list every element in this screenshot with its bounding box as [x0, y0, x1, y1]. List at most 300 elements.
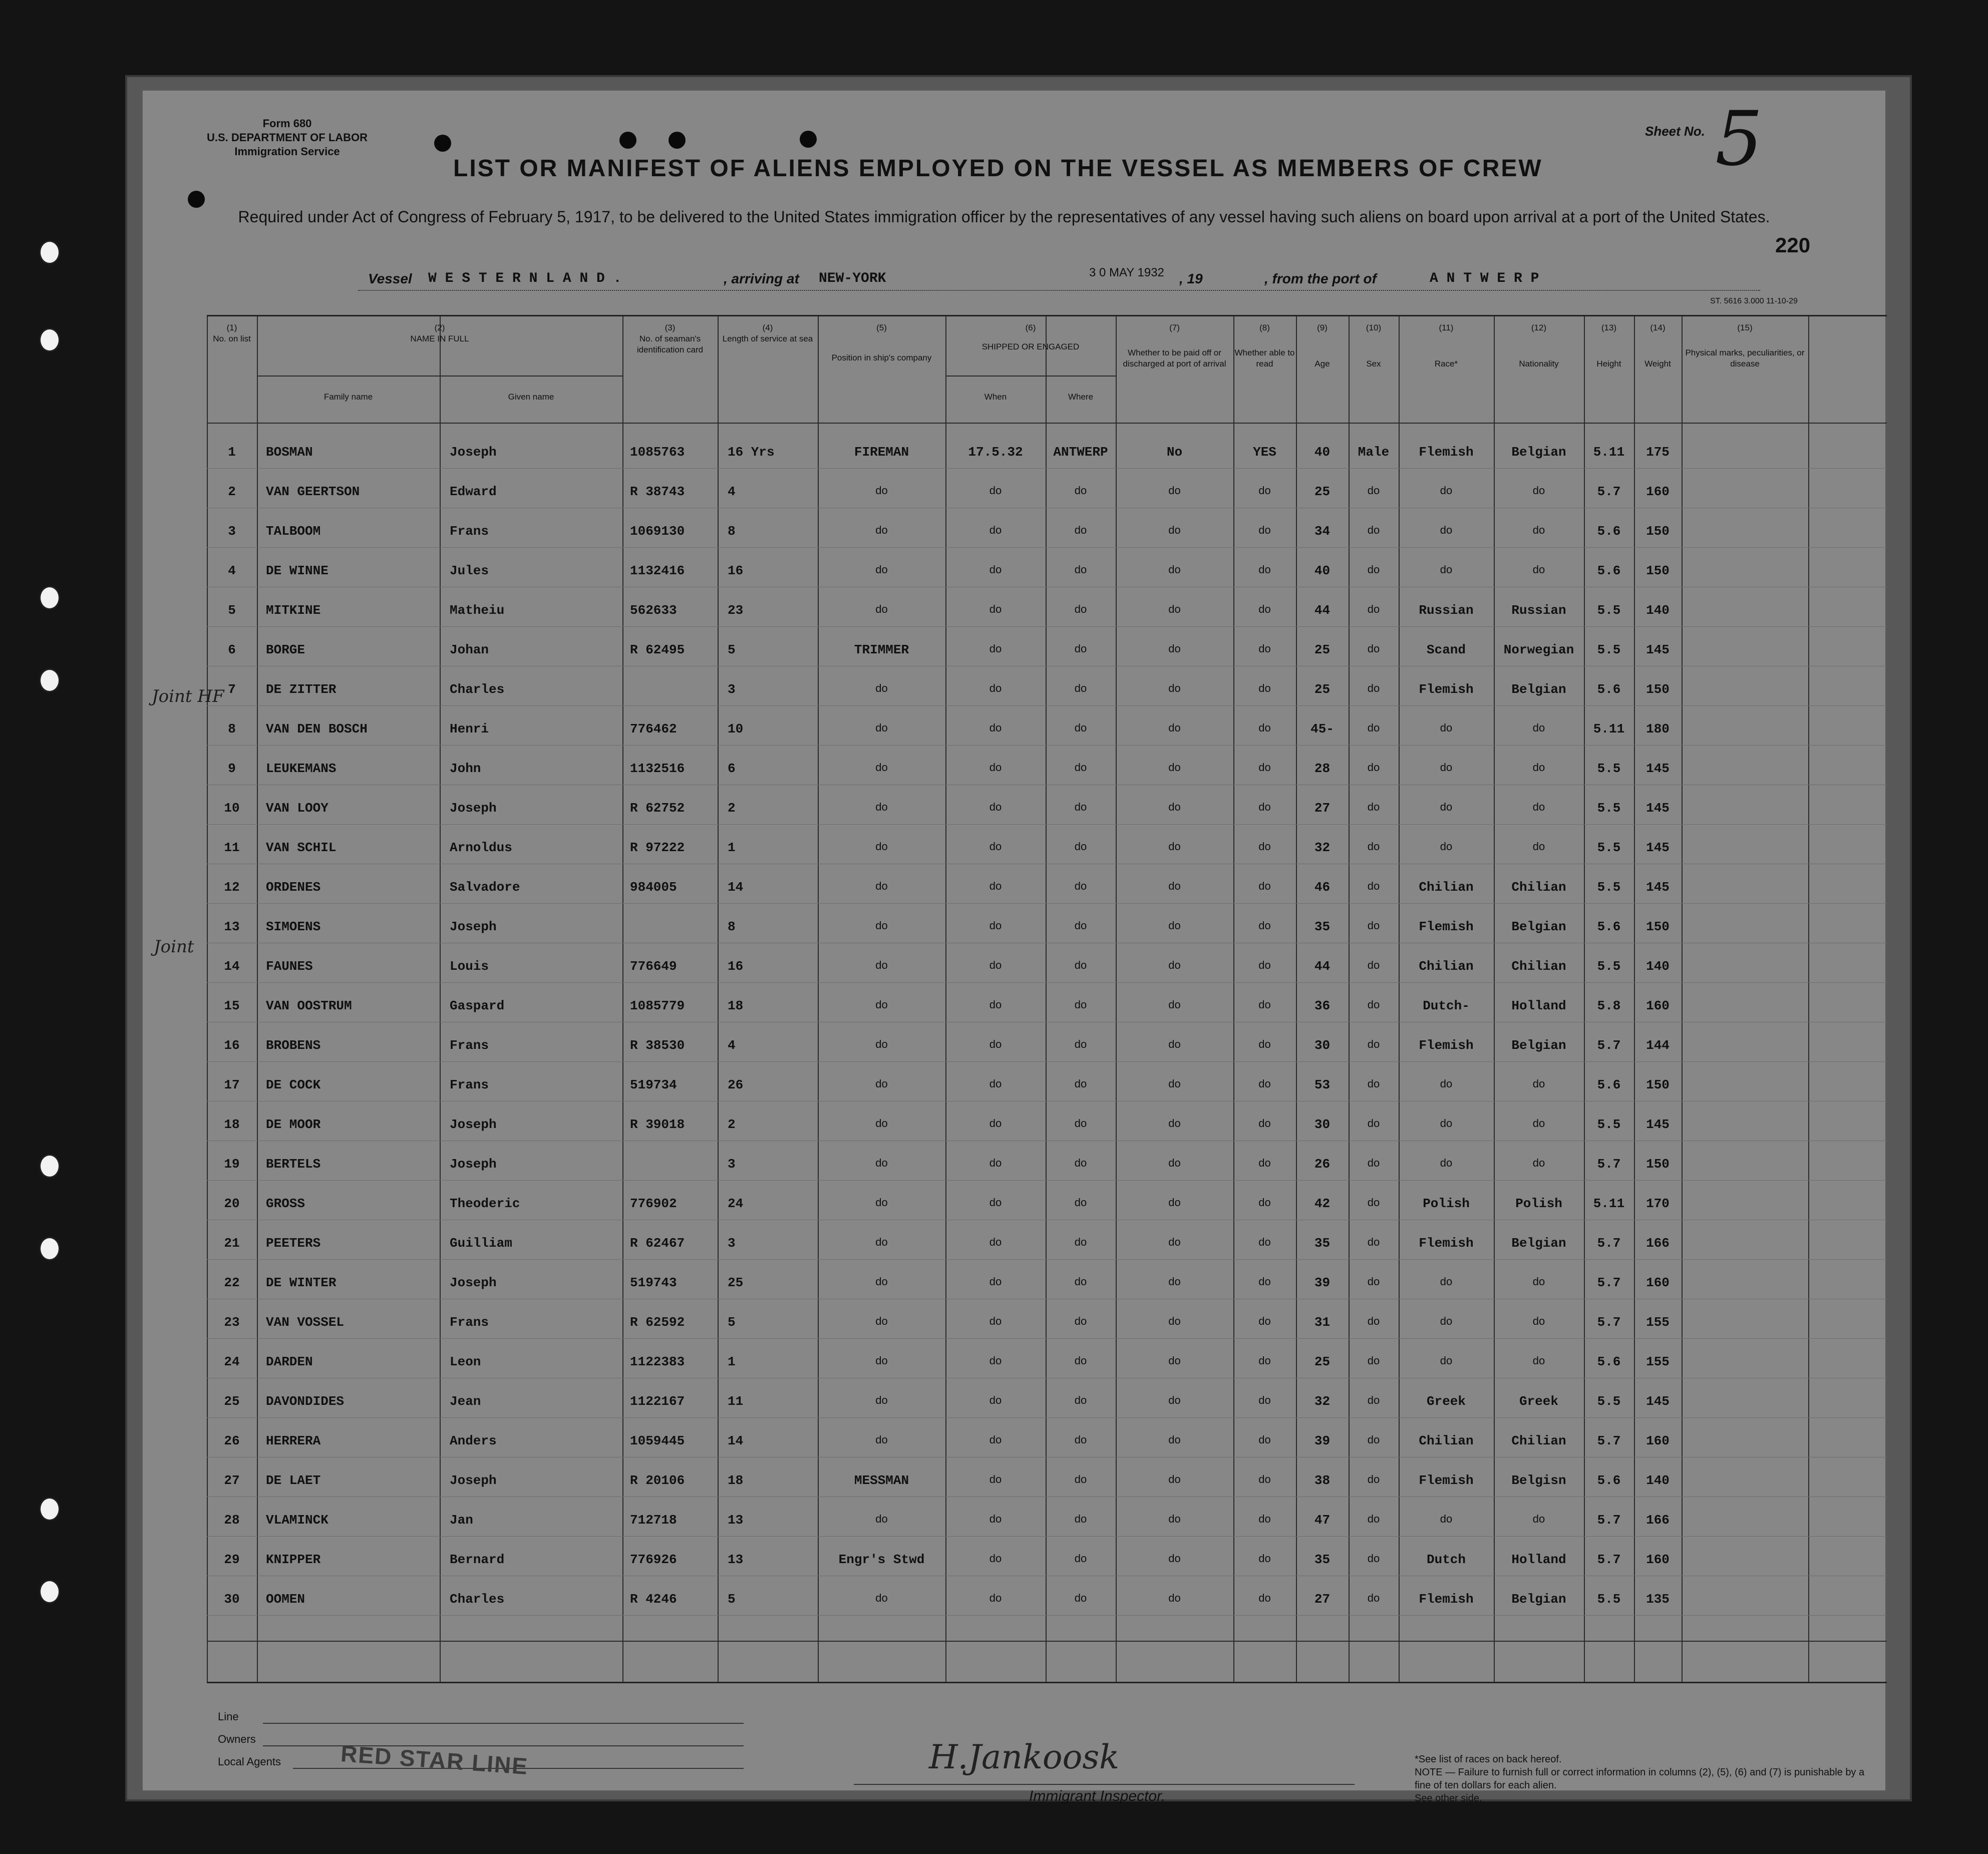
cell-no: 30: [224, 1592, 240, 1607]
header-physical-marks: [1682, 322, 1808, 369]
cell-family: VAN OOSTRUM: [266, 998, 352, 1013]
cell-position: do: [875, 1513, 888, 1525]
cell-weight: 145: [1646, 642, 1670, 657]
header-number: (6): [1025, 323, 1036, 332]
column-rule: [718, 316, 719, 1682]
cell-paid: do: [1168, 682, 1181, 694]
cell-position: do: [875, 1077, 888, 1090]
cell-when: do: [989, 1236, 1002, 1248]
cell-nationality: Belgian: [1511, 445, 1566, 460]
date-stamp: 3 0 MAY 1932: [1089, 266, 1164, 279]
header-label: Whether to be paid off or discharged at port of arrival: [1123, 348, 1226, 368]
cell-card: 776649: [630, 959, 677, 974]
cell-given: Jan: [450, 1513, 473, 1528]
cell-given: Jules: [450, 563, 489, 578]
punch-hole: [434, 135, 451, 152]
cell-weight: 145: [1646, 880, 1670, 895]
cell-race: do: [1440, 1513, 1453, 1525]
cell-race: do: [1440, 761, 1453, 774]
cell-service: 8: [728, 919, 736, 934]
footnote-other-side: See other side.: [1415, 1793, 1482, 1804]
cell-weight: 150: [1646, 1157, 1670, 1172]
cell-sex: do: [1367, 1157, 1380, 1169]
cell-race: Russian: [1419, 603, 1474, 618]
cell-when: do: [989, 721, 1002, 734]
cell-family: VLAMINCK: [266, 1513, 328, 1528]
cell-where: do: [1074, 524, 1087, 536]
cell-height: 5.11: [1593, 1196, 1625, 1211]
page-number: 220: [1775, 233, 1811, 257]
cell-position: do: [875, 1196, 888, 1209]
cell-family: DARDEN: [266, 1354, 313, 1369]
cell-read: do: [1258, 682, 1271, 694]
cell-nationality: do: [1532, 1117, 1545, 1130]
cell-no: 1: [228, 445, 236, 460]
row-rule: [207, 1536, 1887, 1537]
header-nationality: [1494, 322, 1584, 369]
cell-weight: 150: [1646, 682, 1670, 697]
cell-where: do: [1074, 801, 1087, 813]
header-name: [257, 322, 622, 344]
row-rule: [207, 1417, 1887, 1418]
cell-sex: do: [1367, 840, 1380, 853]
header-race: [1399, 322, 1494, 369]
cell-weight: 135: [1646, 1592, 1670, 1607]
row-rule: [207, 824, 1887, 825]
cell-sex: do: [1367, 1354, 1380, 1367]
cell-paid: do: [1168, 998, 1181, 1011]
cell-nationality: Belgian: [1511, 1038, 1566, 1053]
cell-card: 519743: [630, 1275, 677, 1290]
cell-no: 17: [224, 1077, 240, 1092]
cell-sex: do: [1367, 682, 1380, 694]
cell-read: do: [1258, 959, 1271, 971]
cell-race: do: [1440, 1354, 1453, 1367]
cell-service: 3: [728, 1236, 736, 1251]
cell-card: R 97222: [630, 840, 685, 855]
cell-read: do: [1258, 801, 1271, 813]
cell-weight: 170: [1646, 1196, 1670, 1211]
cell-when: do: [989, 761, 1002, 774]
cell-family: VAN DEN BOSCH: [266, 721, 368, 736]
cell-read: do: [1258, 484, 1271, 497]
cell-family: BROBENS: [266, 1038, 321, 1053]
cell-race: Chilian: [1419, 959, 1474, 974]
cell-nationality: do: [1532, 840, 1545, 853]
cell-weight: 145: [1646, 761, 1670, 776]
cell-paid: do: [1168, 603, 1181, 615]
cell-family: OOMEN: [266, 1592, 305, 1607]
cell-no: 10: [224, 801, 240, 816]
margin-note: Joint: [154, 937, 194, 957]
cell-where: do: [1074, 959, 1087, 971]
cell-family: TALBOOM: [266, 524, 321, 539]
cell-given: Johan: [450, 642, 489, 657]
cell-race: Flemish: [1419, 1592, 1474, 1607]
cell-card: 1085763: [630, 445, 685, 460]
cell-age: 25: [1314, 1354, 1331, 1369]
cell-sex: do: [1367, 1552, 1380, 1565]
cell-age: 38: [1314, 1473, 1331, 1488]
cell-weight: 144: [1646, 1038, 1670, 1053]
cell-position: do: [875, 1117, 888, 1130]
cell-sex: do: [1367, 959, 1380, 971]
cell-sex: do: [1367, 1038, 1380, 1050]
cell-when: do: [989, 1592, 1002, 1604]
cell-service: 2: [728, 1117, 736, 1132]
header-label: SHIPPED OR ENGAGED: [981, 342, 1080, 351]
cell-family: SIMOENS: [266, 919, 321, 934]
cell-where: do: [1074, 840, 1087, 853]
cell-sex: do: [1367, 880, 1380, 892]
header-number: (10): [1366, 323, 1382, 332]
cell-position: do: [875, 919, 888, 932]
cell-card: R 62467: [630, 1236, 685, 1251]
header-number: (2): [434, 323, 445, 332]
from-port-label: , from the port of: [1264, 271, 1377, 286]
cell-position: do: [875, 998, 888, 1011]
cell-card: R 38530: [630, 1038, 685, 1053]
cell-family: GROSS: [266, 1196, 305, 1211]
cell-height: 5.5: [1597, 1394, 1621, 1409]
cell-card: 1132516: [630, 761, 685, 776]
cell-family: BOSMAN: [266, 445, 313, 460]
cell-no: 6: [228, 642, 236, 657]
header-label: Height: [1596, 359, 1621, 368]
cell-family: DE WINNE: [266, 563, 328, 578]
cell-service: 18: [728, 998, 744, 1013]
cell-race: do: [1440, 1315, 1453, 1327]
cell-age: 35: [1314, 1236, 1331, 1251]
cell-nationality: Belgian: [1511, 919, 1566, 934]
cell-age: 30: [1314, 1117, 1331, 1132]
cell-height: 5.6: [1597, 1077, 1621, 1092]
cell-family: VAN VOSSEL: [266, 1315, 345, 1330]
margin-note: Joint HF: [152, 686, 224, 706]
cell-no: 9: [228, 761, 236, 776]
cell-race: Flemish: [1419, 1473, 1474, 1488]
cell-sex: do: [1367, 642, 1380, 655]
cell-card: R 62495: [630, 642, 685, 657]
cell-age: 39: [1314, 1275, 1331, 1290]
cell-no: 14: [224, 959, 240, 974]
cell-card: 1059445: [630, 1433, 685, 1448]
cell-age: 40: [1314, 563, 1331, 578]
page-title: LIST OR MANIFEST OF ALIENS EMPLOYED ON THE VESSEL AS MEMBERS OF CREW: [453, 155, 1543, 182]
cell-when: do: [989, 563, 1002, 576]
header-label: No. on list: [213, 334, 251, 343]
inspector-label: Immigrant Inspector.: [1029, 1788, 1166, 1804]
cell-family: DE WINTER: [266, 1275, 337, 1290]
cell-when: do: [989, 1038, 1002, 1050]
cell-where: do: [1074, 682, 1087, 694]
cell-race: do: [1440, 840, 1453, 853]
cell-age: 42: [1314, 1196, 1331, 1211]
cell-card: R 4246: [630, 1592, 677, 1607]
cell-no: 24: [224, 1354, 240, 1369]
row-rule: [207, 745, 1887, 746]
cell-weight: 180: [1646, 721, 1670, 736]
cell-service: 26: [728, 1077, 744, 1092]
cell-age: 25: [1314, 642, 1331, 657]
cell-family: MITKINE: [266, 603, 321, 618]
cell-no: 12: [224, 880, 240, 895]
owners-rule: [263, 1745, 744, 1746]
cell-position: do: [875, 1433, 888, 1446]
cell-weight: 160: [1646, 1275, 1670, 1290]
cell-read: do: [1258, 1592, 1271, 1604]
cell-sex: do: [1367, 1513, 1380, 1525]
header-number: (11): [1439, 323, 1454, 332]
service-name: Immigration Service: [234, 145, 340, 158]
cell-no: 11: [224, 840, 240, 855]
cell-no: 27: [224, 1473, 240, 1488]
cell-height: 5.6: [1597, 682, 1621, 697]
cell-nationality: do: [1532, 524, 1545, 536]
cell-age: 35: [1314, 919, 1331, 934]
line-label: Line: [218, 1710, 239, 1723]
cell-read: do: [1258, 642, 1271, 655]
footnote-races: *See list of races on back hereof.: [1415, 1754, 1562, 1765]
cell-height: 5.6: [1597, 1473, 1621, 1488]
cell-race: Flemish: [1419, 445, 1474, 460]
header-label: Physical marks, peculiarities, or disease: [1685, 348, 1805, 368]
cell-race: Flemish: [1419, 1236, 1474, 1251]
cell-where: do: [1074, 1592, 1087, 1604]
cell-position: do: [875, 603, 888, 615]
cell-sex: do: [1367, 1433, 1380, 1446]
cell-when: do: [989, 801, 1002, 813]
cell-family: LEUKEMANS: [266, 761, 337, 776]
cell-race: Polish: [1423, 1196, 1470, 1211]
row-rule: [207, 1061, 1887, 1062]
header-label: Nationality: [1519, 359, 1559, 368]
cell-where: do: [1074, 1077, 1087, 1090]
cell-race: do: [1440, 721, 1453, 734]
header-label: Whether able to read: [1234, 348, 1295, 368]
punch-hole: [669, 132, 686, 149]
cell-position: do: [875, 721, 888, 734]
cell-family: HERRERA: [266, 1433, 321, 1448]
cell-read: do: [1258, 563, 1271, 576]
cell-when: do: [989, 1275, 1002, 1288]
cell-where: do: [1074, 1236, 1087, 1248]
cell-position: do: [875, 1592, 888, 1604]
cell-service: 5: [728, 1592, 736, 1607]
vessel-line-rule: [358, 290, 1760, 291]
cell-nationality: Russian: [1511, 603, 1566, 618]
cell-read: do: [1258, 1077, 1271, 1090]
cell-service: 16: [728, 563, 744, 578]
cell-given: Matheiu: [450, 603, 505, 618]
binder-hole: [39, 1237, 60, 1261]
form-number: Form 680: [262, 117, 312, 130]
cell-weight: 175: [1646, 445, 1670, 460]
sheet-label: Sheet No.: [1645, 124, 1705, 139]
cell-read: do: [1258, 761, 1271, 774]
cell-where: do: [1074, 484, 1087, 497]
cell-where: do: [1074, 563, 1087, 576]
cell-age: 40: [1314, 445, 1331, 460]
cell-when: do: [989, 880, 1002, 892]
cell-no: 2: [228, 484, 236, 499]
cell-when: do: [989, 998, 1002, 1011]
cell-height: 5.5: [1597, 642, 1621, 657]
cell-paid: do: [1168, 1038, 1181, 1050]
cell-where: do: [1074, 1552, 1087, 1565]
cell-race: Flemish: [1419, 1038, 1474, 1053]
header-label: Weight: [1644, 359, 1671, 368]
cell-height: 5.7: [1597, 1433, 1621, 1448]
cell-position: MESSMAN: [854, 1473, 909, 1488]
cell-age: 27: [1314, 1592, 1331, 1607]
cell-race: Scand: [1426, 642, 1466, 657]
cell-where: do: [1074, 880, 1087, 892]
cell-card: 1069130: [630, 524, 685, 539]
cell-position: do: [875, 1157, 888, 1169]
cell-nationality: do: [1532, 1513, 1545, 1525]
header-age: [1296, 322, 1349, 369]
cell-sex: do: [1367, 998, 1380, 1011]
cell-paid: do: [1168, 721, 1181, 734]
cell-position: do: [875, 880, 888, 892]
cell-given: John: [450, 761, 481, 776]
cell-where: do: [1074, 1513, 1087, 1525]
cell-sex: do: [1367, 484, 1380, 497]
cell-read: do: [1258, 1354, 1271, 1367]
cell-sex: do: [1367, 603, 1380, 615]
cell-when: do: [989, 1117, 1002, 1130]
column-rule: [440, 316, 441, 1682]
cell-age: 28: [1314, 761, 1331, 776]
cell-no: 7: [228, 682, 236, 697]
cell-card: 1122167: [630, 1394, 685, 1409]
header-read: [1233, 322, 1296, 369]
cell-paid: do: [1168, 1236, 1181, 1248]
cell-where: do: [1074, 1038, 1087, 1050]
cell-paid: do: [1168, 1117, 1181, 1130]
cell-paid: do: [1168, 1315, 1181, 1327]
cell-weight: 166: [1646, 1513, 1670, 1528]
cell-height: 5.5: [1597, 801, 1621, 816]
cell-nationality: do: [1532, 563, 1545, 576]
cell-service: 23: [728, 603, 744, 618]
header-number: (7): [1169, 323, 1180, 332]
cell-weight: 140: [1646, 959, 1670, 974]
cell-paid: do: [1168, 1592, 1181, 1604]
cell-when: 17.5.32: [968, 445, 1023, 460]
header-when: When: [984, 392, 1007, 402]
header-number: (8): [1259, 323, 1270, 332]
cell-card: 776902: [630, 1196, 677, 1211]
cell-read: do: [1258, 721, 1271, 734]
departure-port: A N T W E R P: [1430, 271, 1539, 286]
header-label: Race*: [1434, 359, 1458, 368]
cell-age: 35: [1314, 1552, 1331, 1567]
cell-position: do: [875, 840, 888, 853]
cell-sex: do: [1367, 1275, 1380, 1288]
cell-when: do: [989, 1394, 1002, 1406]
cell-given: Frans: [450, 524, 489, 539]
binder-hole: [39, 240, 60, 264]
cell-given: Guilliam: [450, 1236, 512, 1251]
cell-age: 32: [1314, 840, 1331, 855]
cell-service: 1: [728, 840, 736, 855]
cell-position: do: [875, 563, 888, 576]
cell-paid: do: [1168, 1433, 1181, 1446]
cell-given: Joseph: [450, 919, 497, 934]
cell-nationality: do: [1532, 1077, 1545, 1090]
page-subtitle: Required under Act of Congress of February 5, 1917, to be delivered to the United States immigration officer by the representatives of any vessel having such aliens on board upon arrival at a port of the United States.: [238, 208, 1770, 226]
cell-when: do: [989, 1433, 1002, 1446]
cell-sex: do: [1367, 1236, 1380, 1248]
cell-height: 5.6: [1597, 563, 1621, 578]
header-position: [818, 322, 945, 363]
cell-given: Charles: [450, 682, 505, 697]
cell-service: 6: [728, 761, 736, 776]
owners-label: Owners: [218, 1733, 256, 1745]
cell-given: Anders: [450, 1433, 497, 1448]
cell-service: 4: [728, 1038, 736, 1053]
header-height: [1584, 322, 1634, 369]
cell-family: DAVONDIDES: [266, 1394, 345, 1409]
cell-paid: do: [1168, 801, 1181, 813]
cell-where: do: [1074, 721, 1087, 734]
inspector-signature: H.Jankoosk: [929, 1738, 1120, 1776]
header-number: (1): [226, 323, 237, 332]
cell-paid: do: [1168, 484, 1181, 497]
shipped-subheader-rule: [945, 376, 1116, 377]
cell-sex: do: [1367, 1196, 1380, 1209]
cell-read: do: [1258, 880, 1271, 892]
punch-hole: [800, 131, 817, 148]
punch-hole: [619, 132, 636, 149]
cell-sex: do: [1367, 1592, 1380, 1604]
arrival-port: NEW-YORK: [819, 271, 886, 286]
sheet-number: 5: [1715, 96, 1763, 183]
cell-paid: do: [1168, 840, 1181, 853]
cell-read: do: [1258, 1236, 1271, 1248]
cell-nationality: Holland: [1511, 998, 1566, 1013]
header-given-name: Given name: [508, 392, 554, 402]
cell-service: 16: [728, 959, 744, 974]
cell-service: 13: [728, 1552, 744, 1567]
cell-read: do: [1258, 1196, 1271, 1209]
cell-race: do: [1440, 1275, 1453, 1288]
cell-service: 5: [728, 642, 736, 657]
cell-paid: do: [1168, 1275, 1181, 1288]
cell-no: 18: [224, 1117, 240, 1132]
cell-age: 44: [1314, 959, 1331, 974]
cell-service: 24: [728, 1196, 744, 1211]
cell-service: 14: [728, 1433, 744, 1448]
header-service: [718, 322, 818, 344]
cell-when: do: [989, 524, 1002, 536]
cell-weight: 145: [1646, 801, 1670, 816]
cell-age: 32: [1314, 1394, 1331, 1409]
footnote: [1415, 1753, 1865, 1805]
row-rule: [207, 1259, 1887, 1260]
cell-read: do: [1258, 998, 1271, 1011]
cell-nationality: Holland: [1511, 1552, 1566, 1567]
crew-table: [207, 315, 1887, 1683]
cell-family: ORDENES: [266, 880, 321, 895]
cell-age: 25: [1314, 682, 1331, 697]
cell-paid: do: [1168, 761, 1181, 774]
header-number: (5): [876, 323, 887, 332]
cell-where: do: [1074, 919, 1087, 932]
cell-family: VAN LOOY: [266, 801, 328, 816]
